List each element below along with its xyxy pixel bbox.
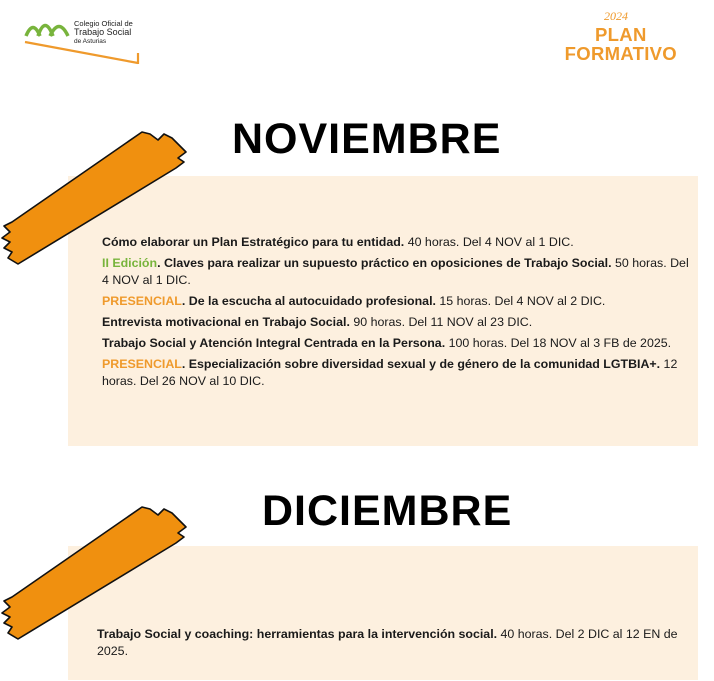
course-title: . Especialización sobre diversidad sexual y de género de la comunidad LGTBIA+. [181,357,661,371]
course-item [102,234,698,251]
month-heading-noviembre: NOVIEMBRE [232,115,502,163]
course-details: 15 horas. Del 4 NOV al 2 DIC. [435,294,606,308]
course-title: Trabajo Social y Atención Integral Centrada en la Persona. [102,336,446,350]
logo-line-1: Colegio Oficial de [74,19,133,28]
tape-decoration-icon [0,505,190,645]
course-item [102,356,698,390]
course-details: 50 horas. Del 4 NOV al 1 DIC. [102,256,689,287]
course-details: 100 horas. Del 18 NOV al 3 FB de 2025. [445,336,672,350]
course-item [102,335,698,352]
logo [22,12,147,70]
course-details: 40 horas. Del 4 NOV al 1 DIC. [404,235,574,249]
course-title: . De la escucha al autocuidado profesional. [181,294,436,308]
course-item [102,293,698,310]
logo-line-2: Trabajo Social [74,27,132,37]
plan-title-line-2: FORMATIVO [564,43,677,64]
logo-line-3: de Asturias [74,38,107,45]
course-details: 12 horas. Del 26 NOV al 10 DIC. [102,357,678,388]
month-heading-diciembre: DICIEMBRE [262,487,513,535]
plan-title-line-1: PLAN [595,24,647,45]
logo-text [74,19,133,46]
course-title: Trabajo Social y coaching: herramientas para la intervención social. [97,627,498,641]
course-details: 90 horas. Del 11 NOV al 23 DIC. [349,315,533,329]
presencial-tag: PRESENCIAL [102,294,182,308]
course-title: Entrevista motivacional en Trabajo Social. [102,315,350,329]
course-item [102,314,698,331]
edition-tag: II Edición [102,256,158,270]
course-item [102,255,698,289]
course-details: 40 horas. Del 2 DIC al 12 EN de 2025. [97,627,678,658]
diciembre-course-list [97,626,697,660]
presencial-tag: PRESENCIAL [102,357,182,371]
course-title: . Claves para realizar un supuesto práctico en oposiciones de Trabajo Social. [157,256,612,270]
course-item [97,626,697,660]
plan-title [565,25,677,63]
course-title: Cómo elaborar un Plan Estratégico para tu entidad. [102,235,405,249]
plan-year: 2024 [604,9,628,23]
noviembre-course-list [102,234,698,394]
